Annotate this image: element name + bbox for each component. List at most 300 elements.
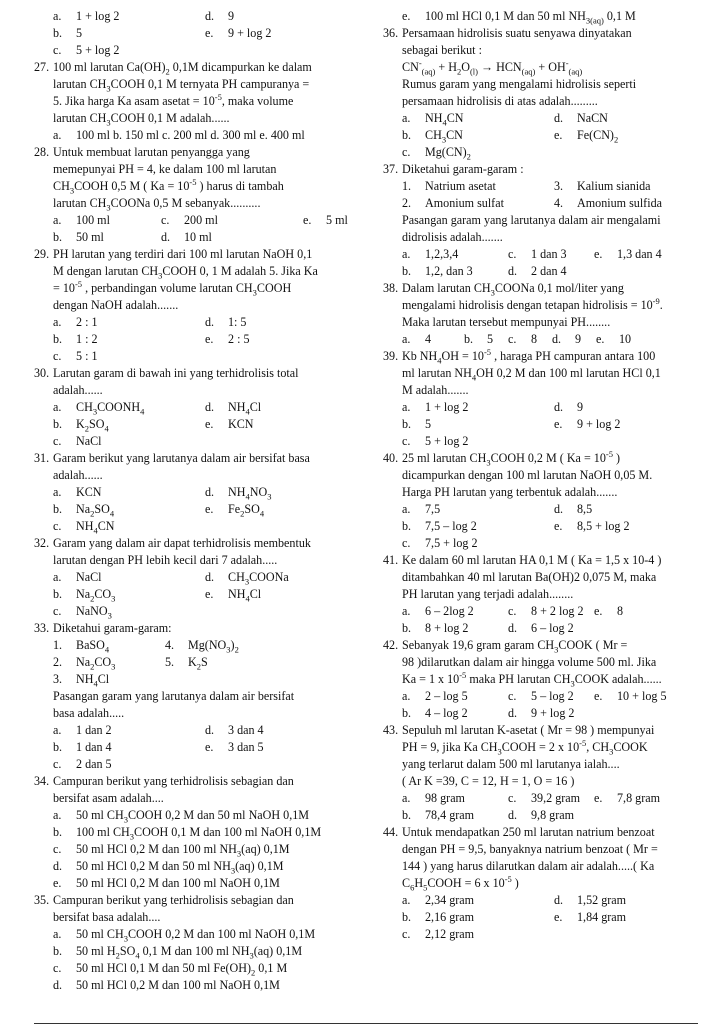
option-letter: b. — [53, 26, 63, 40]
option-text: 1,3 dan 4 — [617, 247, 662, 261]
options-line — [34, 637, 368, 654]
option-letter: d. — [508, 621, 518, 635]
option-text: 9 + log 2 — [228, 26, 272, 40]
option-text: 39,2 gram — [531, 791, 581, 805]
option-text: $CH_3COONH_4$ — [76, 400, 145, 417]
options-line — [383, 110, 705, 127]
question-text: Sebanyak 19,6 gram garam $CH_3COOK$ ( Mr = — [402, 638, 628, 655]
option-letter: a. — [402, 689, 411, 703]
question-text: Campuran berikut yang terhidrolisis sebagian dan — [53, 893, 294, 907]
option-text: 1 dan 4 — [76, 740, 112, 754]
text-line — [383, 382, 705, 399]
options-line — [34, 484, 368, 501]
option-letter: d. — [554, 502, 564, 516]
options-line — [383, 331, 705, 348]
option-text: 5 ml — [326, 213, 348, 227]
options-line — [34, 960, 368, 977]
option-text: 50 ml HCl 0,1 M dan 50 ml $Fe(OH)_2$ 0,1 M — [76, 961, 288, 978]
option-text: 7,5 – log 2 — [425, 519, 477, 533]
option-letter: d. — [554, 893, 564, 907]
option-letter: a. — [53, 723, 62, 737]
option-letter: a. — [53, 315, 62, 329]
option-text: 5 — [76, 26, 83, 40]
question-text: dengan NaOH adalah....... — [53, 298, 179, 312]
options-line — [383, 144, 705, 161]
option-letter: b. — [53, 825, 63, 839]
option-letter: b. — [402, 519, 412, 533]
option-text: $NH_4Cl$ — [76, 672, 110, 689]
text-line — [383, 314, 705, 331]
text-line — [34, 195, 368, 212]
text-line — [34, 263, 368, 280]
option-letter: b. — [402, 264, 412, 278]
question-number: 39. — [383, 349, 399, 363]
option-text: $Mg(CN)_2$ — [425, 145, 471, 162]
question-text: Diketahui garam-garam : — [402, 162, 524, 176]
option-letter: a. — [53, 9, 62, 23]
options-line — [383, 518, 705, 535]
options-line — [383, 127, 705, 144]
option-letter: d. — [554, 111, 564, 125]
option-letter: e. — [205, 417, 214, 431]
text-line — [383, 654, 705, 671]
option-text: 100 ml HCl 0,1 M dan 50 ml $NH_{3(aq)}$ 0,1 M — [425, 9, 636, 26]
question-text: bersifat asam adalah.... — [53, 791, 164, 805]
option-letter: c. — [508, 332, 517, 346]
options-line — [34, 926, 368, 943]
option-text: $K_2SO_4$ — [76, 417, 109, 434]
text-line — [383, 569, 705, 586]
option-letter: e. — [402, 9, 411, 23]
options-line — [383, 892, 705, 909]
question-line — [383, 637, 705, 654]
option-letter: b. — [53, 332, 63, 346]
option-letter: c. — [53, 434, 62, 448]
text-line — [34, 382, 368, 399]
options-line — [383, 416, 705, 433]
option-letter: e. — [594, 247, 603, 261]
options-line — [383, 909, 705, 926]
question-number: 38. — [383, 281, 399, 295]
question-text: dicampurkan dengan 100 ml larutan NaOH 0,05 M. — [402, 468, 653, 482]
option-text: 10 + log 5 — [617, 689, 667, 703]
option-text: 9 + log 2 — [577, 417, 621, 431]
options-line — [34, 722, 368, 739]
option-text: $Na_2CO_3$ — [76, 587, 116, 604]
question-text: Harga PH larutan yang terbentuk adalah....... — [402, 485, 618, 499]
option-letter: d. — [205, 9, 215, 23]
question-text: mengalami hidrolisis dengan tetapan hidrolisis = $10^{-9}$. — [402, 295, 663, 312]
option-text: $NH_4CN$ — [76, 519, 115, 536]
question-number: 42. — [383, 638, 399, 652]
text-line — [34, 297, 368, 314]
question-text: Rumus garam yang mengalami hidrolisis seperti — [402, 77, 637, 91]
question-line — [34, 535, 368, 552]
text-line — [383, 229, 705, 246]
question-line — [383, 552, 705, 569]
question-text: 98 )dilarutkan dalam air hingga volume 500 ml. Jika — [402, 655, 657, 669]
options-line — [383, 178, 705, 195]
question-line — [383, 25, 705, 42]
option-text: 98 gram — [425, 791, 465, 805]
option-letter: a. — [402, 791, 411, 805]
option-letter: b. — [464, 332, 474, 346]
option-letter: c. — [402, 145, 411, 159]
question-number: 28. — [34, 145, 50, 159]
options-line — [34, 807, 368, 824]
option-letter: c. — [53, 519, 62, 533]
question-text: PH larutan yang terjadi adalah........ — [402, 587, 574, 601]
option-letter: a. — [53, 485, 62, 499]
option-text: 1 : 2 — [76, 332, 98, 346]
option-letter: e. — [554, 910, 563, 924]
option-text: 100 ml — [76, 213, 110, 227]
option-letter: a. — [402, 502, 411, 516]
option-text: 2,16 gram — [425, 910, 475, 924]
option-letter: d. — [205, 400, 215, 414]
option-letter: 4. — [554, 196, 564, 210]
question-text: $C_6H_5COOH = 6$ x $10^{-5}$ ) — [402, 873, 519, 893]
option-text: 2 – log 5 — [425, 689, 468, 703]
option-letter: a. — [53, 927, 62, 941]
question-number: 32. — [34, 536, 50, 550]
option-letter: e. — [303, 213, 312, 227]
text-line — [34, 790, 368, 807]
options-line — [383, 433, 705, 450]
option-text: 9,8 gram — [531, 808, 574, 822]
options-line — [34, 518, 368, 535]
options-line — [34, 416, 368, 433]
question-number: 41. — [383, 553, 399, 567]
options-line — [34, 756, 368, 773]
option-letter: c. — [508, 604, 517, 618]
options-line — [383, 501, 705, 518]
option-text: 7,8 gram — [617, 791, 660, 805]
option-letter: e. — [554, 519, 563, 533]
option-letter: c. — [53, 43, 62, 57]
left-column — [34, 8, 368, 994]
option-letter: a. — [53, 570, 62, 584]
option-text: 6 – 2log 2 — [425, 604, 474, 618]
option-text: 100 ml $CH_3COOH$ 0,1 M dan 100 ml NaOH 0,1M — [76, 825, 322, 842]
option-letter: e. — [205, 587, 214, 601]
question-text: persamaan hidrolisis di atas adalah......... — [402, 94, 598, 108]
bottom-rule — [34, 1023, 698, 1024]
option-letter: 3. — [554, 179, 564, 193]
question-text: Dalam larutan $CH_3COONa$ 0,1 mol/liter yang — [402, 281, 624, 298]
option-text: $NH_4Cl$ — [228, 400, 262, 417]
option-letter: e. — [205, 26, 214, 40]
option-text: 6 – log 2 — [531, 621, 574, 635]
option-text: 5 : 1 — [76, 349, 98, 363]
option-letter: e. — [596, 332, 605, 346]
option-text: Natrium asetat — [425, 179, 496, 193]
option-text: 3 dan 5 — [228, 740, 264, 754]
text-line — [383, 212, 705, 229]
option-letter: a. — [402, 893, 411, 907]
option-text: 2 dan 5 — [76, 757, 112, 771]
option-text: 2 : 5 — [228, 332, 250, 346]
option-letter: d. — [554, 400, 564, 414]
options-line — [34, 314, 368, 331]
question-text: Kb $NH_4OH = 10^{-5}$ , haraga PH campuran antara 100 — [402, 346, 656, 366]
option-letter: d. — [53, 978, 63, 992]
option-text: Amonium sulfat — [425, 196, 504, 210]
question-line — [34, 450, 368, 467]
option-text: 78,4 gram — [425, 808, 475, 822]
option-text: 8 + log 2 — [425, 621, 469, 635]
option-text: 50 ml $CH_3COOH$ 0,2 M dan 50 ml NaOH 0,1M — [76, 808, 310, 825]
option-letter: e. — [594, 604, 603, 618]
options-line — [383, 263, 705, 280]
text-line — [383, 467, 705, 484]
question-number: 44. — [383, 825, 399, 839]
option-letter: 2. — [402, 196, 412, 210]
option-text: 1 + log 2 — [76, 9, 120, 23]
option-text: NaCN — [577, 111, 608, 125]
question-text: Garam yang dalam air dapat terhidrolisis membentuk — [53, 536, 311, 550]
option-text: 8 + 2 log 2 — [531, 604, 584, 618]
question-text: yang terlarut dalam 500 ml larutanya ialah.... — [402, 757, 620, 771]
option-letter: e. — [554, 128, 563, 142]
question-line — [34, 59, 368, 76]
option-text: $Mg(NO_3)_2$ — [188, 638, 239, 655]
option-letter: e. — [205, 740, 214, 754]
text-line — [34, 178, 368, 195]
options-line — [383, 790, 705, 807]
text-line — [383, 756, 705, 773]
question-text: Untuk membuat larutan penyangga yang — [53, 145, 250, 159]
option-text: 1,52 gram — [577, 893, 627, 907]
option-letter: c. — [508, 247, 517, 261]
option-text: 4 – log 2 — [425, 706, 468, 720]
text-line — [34, 161, 368, 178]
options-line — [34, 501, 368, 518]
text-line — [383, 42, 705, 59]
text-line — [383, 739, 705, 756]
option-text: 2,12 gram — [425, 927, 475, 941]
question-number: 27. — [34, 60, 50, 74]
option-text: $Na_2SO_4$ — [76, 502, 115, 519]
question-text: PH = 9, jika Ka $CH_3COOH = 2$ x $10^{-5}$, $CH_3COOK$ — [402, 737, 648, 757]
option-text: 50 ml HCl 0,2 M dan 50 ml $NH_3(aq)$ 0,1M — [76, 859, 284, 876]
options-line — [34, 569, 368, 586]
option-letter: a. — [402, 332, 411, 346]
option-letter: e. — [205, 502, 214, 516]
options-line — [34, 977, 368, 994]
options-line — [383, 620, 705, 637]
option-text: 5 + log 2 — [76, 43, 120, 57]
text-line — [34, 909, 368, 926]
option-letter: b. — [53, 740, 63, 754]
option-text: 2,34 gram — [425, 893, 475, 907]
option-text: 50 ml HCl 0,2 M dan 100 ml $NH_3(aq)$ 0,1M — [76, 842, 290, 859]
option-text: 9 — [575, 332, 582, 346]
option-letter: c. — [53, 961, 62, 975]
option-letter: c. — [402, 434, 411, 448]
question-text: Campuran berikut yang terhidrolisis sebagian dan — [53, 774, 294, 788]
option-text: $CH_3CN$ — [425, 128, 463, 145]
option-text: 7,5 — [425, 502, 441, 516]
question-text: adalah...... — [53, 383, 103, 397]
option-letter: c. — [53, 604, 62, 618]
options-line — [34, 229, 368, 246]
text-line — [383, 841, 705, 858]
option-text: NaNO$_3$ — [76, 604, 112, 621]
option-letter: 5. — [165, 655, 175, 669]
question-line — [383, 280, 705, 297]
text-line — [383, 76, 705, 93]
question-text: $CN^-_{(aq)} + H_2O_{(l)} \to HCN_{(aq)} + OH^-_{(aq)}$ — [402, 57, 583, 77]
options-line — [34, 433, 368, 450]
question-text: M adalah....... — [402, 383, 469, 397]
option-text: 7,5 + log 2 — [425, 536, 478, 550]
option-text: 50 ml $H_2SO_4$ 0,1 M dan 100 ml $NH_3(aq)$ 0,1M — [76, 944, 303, 961]
options-line — [34, 824, 368, 841]
question-line — [383, 348, 705, 365]
option-letter: c. — [53, 842, 62, 856]
option-text: 50 ml — [76, 230, 104, 244]
options-line — [383, 8, 705, 25]
text-line — [34, 688, 368, 705]
question-text: ditambahkan 40 ml larutan Ba(OH)2 0,075 M, maka — [402, 570, 657, 584]
options-line — [383, 195, 705, 212]
options-line — [383, 807, 705, 824]
question-text: larutan $CH_3COOH$ 0,1 M adalah...... — [53, 111, 230, 128]
option-text: $Fe_2SO_4$ — [228, 502, 265, 519]
question-text: Larutan garam di bawah ini yang terhidrolisis total — [53, 366, 299, 380]
question-number: 43. — [383, 723, 399, 737]
option-letter: b. — [402, 621, 412, 635]
option-text: $NH_4CN$ — [425, 111, 464, 128]
options-line — [34, 42, 368, 59]
question-text: larutan dengan PH lebih kecil dari 7 adalah..... — [53, 553, 278, 567]
question-text: larutan $CH_3COOH$ 0,1 M ternyata PH campuranya = — [53, 77, 310, 94]
option-text: 50 ml HCl 0,2 M dan 100 ml NaOH 0,1M — [76, 876, 280, 890]
question-text: Pasangan garam yang larutanya dalam air bersifat — [53, 689, 295, 703]
question-number: 35. — [34, 893, 50, 907]
options-line — [383, 926, 705, 943]
option-text: $NH_4Cl$ — [228, 587, 262, 604]
option-text: NaCl — [76, 570, 102, 584]
option-text: 1,2,3,4 — [425, 247, 459, 261]
text-line — [383, 297, 705, 314]
options-line — [34, 943, 368, 960]
option-letter: 1. — [53, 638, 63, 652]
question-line — [34, 773, 368, 790]
option-letter: 3. — [53, 672, 63, 686]
option-letter: c. — [161, 213, 170, 227]
text-line — [383, 586, 705, 603]
option-text: 5 + log 2 — [425, 434, 469, 448]
option-letter: d. — [508, 808, 518, 822]
option-text: 9 — [577, 400, 584, 414]
option-letter: d. — [161, 230, 171, 244]
question-text: sebagai berikut : — [402, 43, 482, 57]
question-text: Diketahui garam-garam: — [53, 621, 172, 635]
option-text: 10 ml — [184, 230, 212, 244]
text-line — [34, 110, 368, 127]
option-letter: d. — [205, 723, 215, 737]
option-text: 2 dan 4 — [531, 264, 567, 278]
option-text: 5 — [487, 332, 494, 346]
text-line — [34, 467, 368, 484]
text-line — [383, 858, 705, 875]
option-letter: d. — [552, 332, 562, 346]
question-number: 36. — [383, 26, 399, 40]
option-text: 200 ml — [184, 213, 218, 227]
options-line — [34, 875, 368, 892]
text-line — [34, 76, 368, 93]
question-line — [383, 161, 705, 178]
option-text: 1 dan 3 — [531, 247, 567, 261]
option-letter: a. — [402, 604, 411, 618]
question-text: Garam berikut yang larutanya dalam air bersifat basa — [53, 451, 310, 465]
options-line — [383, 399, 705, 416]
options-line — [34, 671, 368, 688]
question-text: PH larutan yang terdiri dari 100 ml larutan NaOH 0,1 — [53, 247, 313, 261]
option-text: 1 + log 2 — [425, 400, 469, 414]
option-text: 8 — [531, 332, 538, 346]
options-line — [383, 603, 705, 620]
question-text: $CH_3COOH$ 0,5 M ( $Ka = 10^{-5}$ ) harus di tambah — [53, 176, 284, 196]
option-letter: b. — [402, 910, 412, 924]
option-letter: d. — [205, 485, 215, 499]
option-letter: a. — [53, 213, 62, 227]
options-line — [34, 25, 368, 42]
question-text: didrolisis adalah....... — [402, 230, 503, 244]
question-line — [383, 824, 705, 841]
option-text: KCN — [228, 417, 254, 431]
option-letter: a. — [402, 111, 411, 125]
option-text: 1 dan 2 — [76, 723, 112, 737]
question-text: ( Ar K =39, C = 12, H = 1, O = 16 ) — [402, 774, 575, 788]
option-letter: e. — [554, 417, 563, 431]
option-text: 5 – log 2 — [531, 689, 574, 703]
options-line — [34, 212, 368, 229]
options-line — [383, 688, 705, 705]
options-line — [34, 586, 368, 603]
option-letter: d. — [508, 264, 518, 278]
option-text: $NH_4NO_3$ — [228, 485, 272, 502]
option-letter: c. — [508, 791, 517, 805]
question-text: basa adalah..... — [53, 706, 125, 720]
question-number: 33. — [34, 621, 50, 635]
question-text: Untuk mendapatkan 250 ml larutan natrium benzoat — [402, 825, 655, 839]
question-number: 30. — [34, 366, 50, 380]
text-line — [383, 875, 705, 892]
options-line — [383, 246, 705, 263]
options-line — [34, 399, 368, 416]
option-letter: b. — [53, 230, 63, 244]
question-text: bersifat basa adalah.... — [53, 910, 161, 924]
option-letter: a. — [53, 400, 62, 414]
option-text: $Fe(CN)_2$ — [577, 128, 619, 145]
option-text: 8 — [617, 604, 624, 618]
option-letter: c. — [508, 689, 517, 703]
option-text: KCN — [76, 485, 102, 499]
text-line — [383, 671, 705, 688]
question-number: 31. — [34, 451, 50, 465]
question-line — [34, 892, 368, 909]
options-line — [34, 348, 368, 365]
question-number: 40. — [383, 451, 399, 465]
option-letter: a. — [402, 247, 411, 261]
option-text: 9 + log 2 — [531, 706, 575, 720]
option-letter: e. — [205, 332, 214, 346]
question-line — [34, 620, 368, 637]
question-line — [383, 450, 705, 467]
